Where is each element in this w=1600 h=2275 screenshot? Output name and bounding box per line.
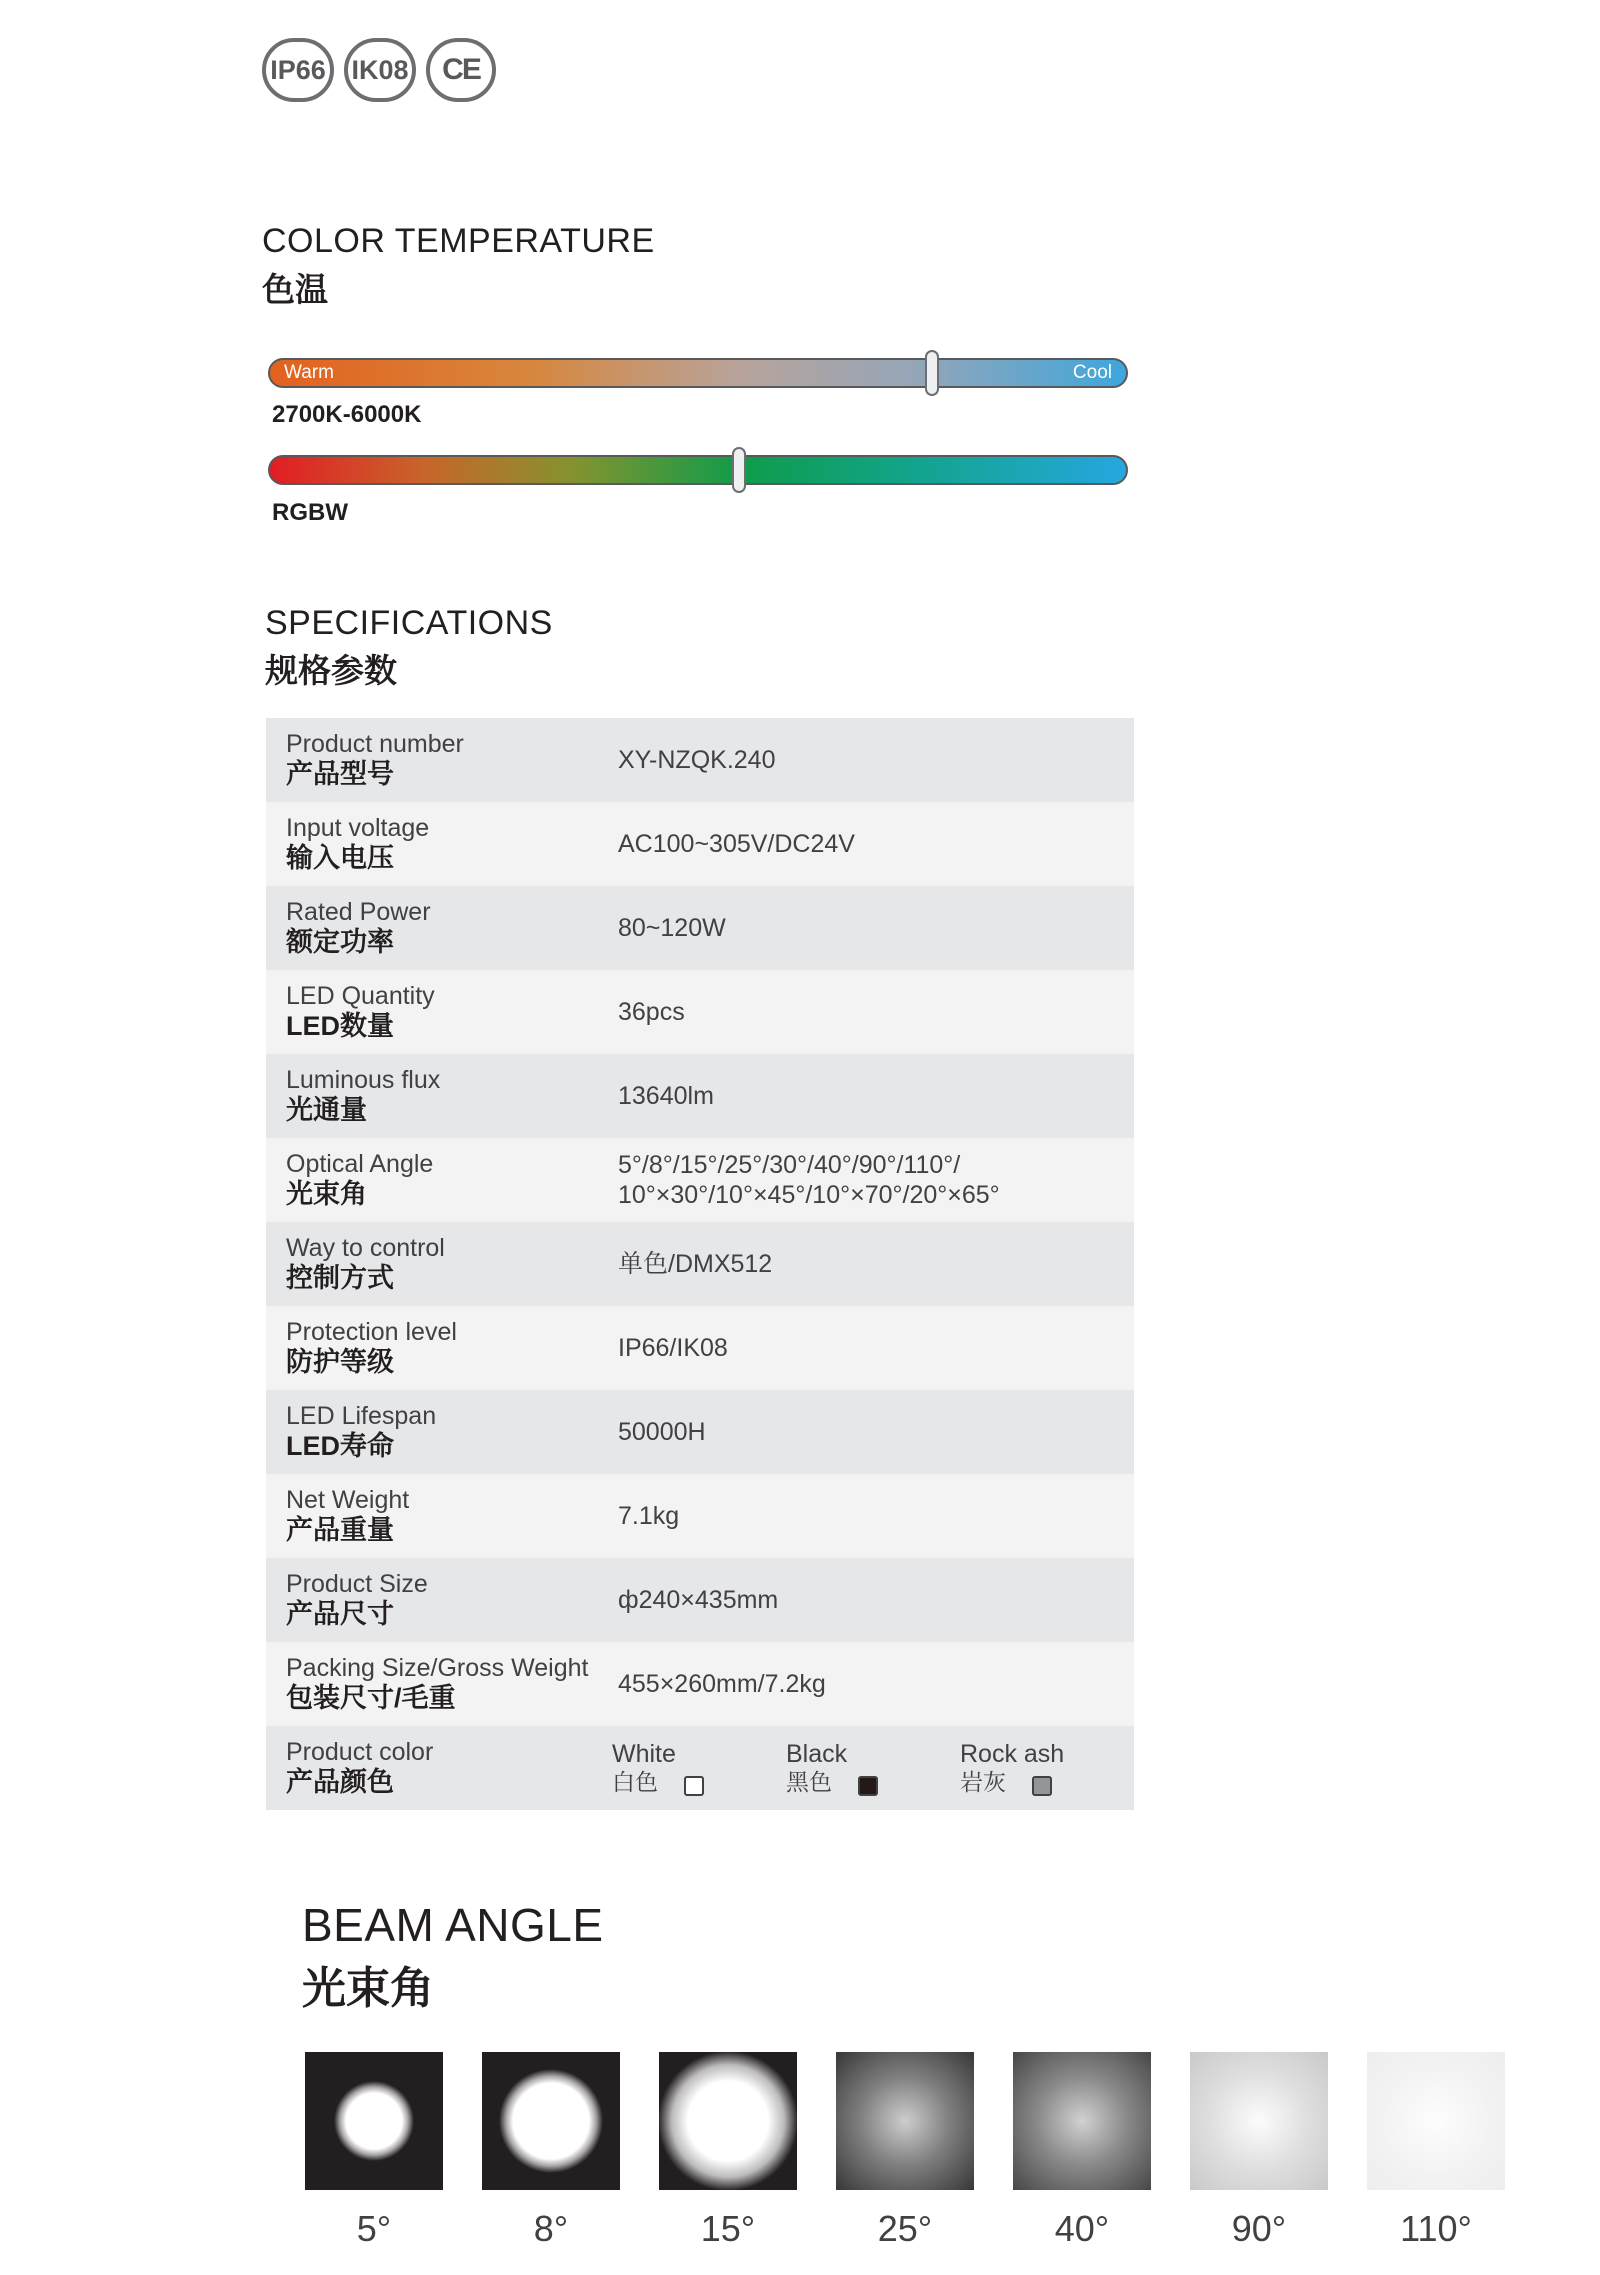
spec-label (266, 730, 618, 790)
beam-label: 5° (356, 2208, 392, 2249)
beam-label: 25° (877, 2208, 933, 2249)
color-option-black (786, 1740, 960, 1796)
color-option-cn: 白色 (612, 1768, 658, 1795)
spec-value (618, 1150, 1000, 1210)
spec-label-en: Way to control (286, 1234, 445, 1263)
specifications-table (266, 718, 1134, 1810)
spec-value: 13640lm (618, 1082, 714, 1110)
beam-110-icon (1367, 2052, 1505, 2190)
spec-label-en: LED Lifespan (286, 1402, 437, 1431)
spec-label (266, 1234, 618, 1294)
spec-label (266, 982, 618, 1042)
spec-label-cn: 控制方式 (286, 1262, 394, 1293)
ip66-badge-icon (262, 38, 334, 102)
spec-label (266, 1570, 618, 1630)
spec-label-en: Net Weight (286, 1486, 410, 1515)
beam-item (305, 2052, 443, 2250)
spec-label (266, 1066, 618, 1126)
spec-label-cn: LED数量 (286, 1010, 394, 1041)
beam-label: 110° (1400, 2208, 1472, 2249)
spec-row-input-voltage (266, 802, 1134, 886)
beam-40-icon (1013, 2052, 1151, 2190)
ce-badge-icon (426, 38, 496, 102)
beam-item (1190, 2052, 1328, 2250)
spec-label-en: Optical Angle (286, 1150, 434, 1179)
spec-row-packing-size (266, 1642, 1134, 1726)
spec-row-product-number (266, 718, 1134, 802)
rgbw-slider-handle[interactable] (732, 447, 746, 493)
beam-item (482, 2052, 620, 2250)
color-option-white (612, 1740, 786, 1796)
beam-item (1013, 2052, 1151, 2250)
spec-label-cn: 产品重量 (286, 1514, 394, 1545)
black-swatch-icon (858, 1776, 878, 1796)
spec-label-en: Protection level (286, 1318, 457, 1347)
spec-label (266, 814, 618, 874)
specifications-title-cn: 规格参数 (265, 652, 397, 689)
spec-row-protection-level (266, 1306, 1134, 1390)
color-option-en: Rock ash (960, 1740, 1065, 1769)
spec-value: 80~120W (618, 914, 726, 942)
spec-label-cn: 额定功率 (286, 926, 394, 957)
spec-label (266, 1150, 618, 1210)
rgbw-gradient-bar (268, 455, 1128, 485)
spec-row-optical-angle (266, 1138, 1134, 1222)
spec-label-cn: 包装尺寸/毛重 (286, 1682, 456, 1713)
spec-label-cn: 产品型号 (286, 758, 394, 789)
color-option-cn: 黑色 (786, 1768, 832, 1795)
spec-value: IP66/IK08 (618, 1334, 728, 1362)
cct-range-label: 2700K-6000K (272, 401, 422, 428)
beam-label: 40° (1054, 2208, 1110, 2249)
spec-row-net-weight (266, 1474, 1134, 1558)
spec-label-en: Luminous flux (286, 1066, 441, 1095)
ce-label: CE (442, 53, 480, 86)
spec-label-en: Product number (286, 730, 464, 759)
beam-angle-title-cn: 光束角 (302, 1964, 434, 2013)
rock-ash-swatch-icon (1032, 1776, 1052, 1796)
spec-row-product-color (266, 1726, 1134, 1810)
spec-label (266, 1402, 618, 1462)
ik08-label: IK08 (351, 54, 409, 85)
beam-15-icon (659, 2052, 797, 2190)
spec-row-rated-power (266, 886, 1134, 970)
spec-label-en: Product Size (286, 1570, 428, 1599)
spec-label-en: Product color (286, 1738, 434, 1767)
beam-label: 15° (700, 2208, 756, 2249)
specifications-title: SPECIFICATIONS (265, 604, 553, 642)
spec-value-line2: 10°×30°/10°×45°/10°×70°/20°×65° (618, 1181, 1000, 1209)
spec-label-en: Rated Power (286, 898, 431, 927)
white-swatch-icon (684, 1776, 704, 1796)
spec-label (266, 1738, 612, 1798)
spec-label (266, 1654, 618, 1714)
spec-value-line1: 5°/8°/15°/25°/30°/40°/90°/110°/ (618, 1151, 961, 1179)
spec-label-cn: 防护等级 (286, 1346, 394, 1377)
beam-angle-title: BEAM ANGLE (302, 1899, 604, 1951)
spec-row-luminous-flux (266, 1054, 1134, 1138)
spec-label-cn: 光通量 (286, 1094, 367, 1125)
spec-value: 455×260mm/7.2kg (618, 1670, 826, 1698)
spec-label-cn: 输入电压 (286, 842, 394, 873)
spec-label-en: Input voltage (286, 814, 430, 843)
ik08-badge-icon (344, 38, 416, 102)
beam-item (836, 2052, 974, 2250)
cct-gradient-bar (268, 358, 1128, 388)
spec-label-cn: LED寿命 (286, 1430, 394, 1461)
color-option-rock-ash (960, 1740, 1134, 1796)
certification-badges (262, 38, 496, 102)
color-option-cn: 岩灰 (960, 1768, 1006, 1795)
rgbw-label: RGBW (272, 499, 348, 526)
spec-label-cn: 光束角 (286, 1178, 367, 1209)
spec-label-cn: 产品尺寸 (286, 1598, 394, 1629)
spec-value: ф240×435mm (618, 1586, 779, 1614)
cool-label: Cool (1072, 362, 1112, 383)
beam-8-icon (482, 2052, 620, 2190)
spec-label (266, 1486, 618, 1546)
beam-item (1367, 2052, 1505, 2250)
spec-label-cn: 产品颜色 (286, 1766, 394, 1797)
spec-row-way-to-control (266, 1222, 1134, 1306)
spec-label-en: Packing Size/Gross Weight (286, 1654, 589, 1683)
spec-row-led-lifespan (266, 1390, 1134, 1474)
beam-angle-gallery (305, 2052, 1505, 2250)
spec-row-product-size (266, 1558, 1134, 1642)
color-temperature-title: COLOR TEMPERATURE (262, 222, 655, 260)
spec-value: 单色/DMX512 (618, 1250, 773, 1278)
color-temperature-title-cn: 色温 (262, 271, 328, 308)
beam-90-icon (1190, 2052, 1328, 2190)
cct-slider-handle[interactable] (925, 350, 939, 396)
spec-value: 7.1kg (618, 1502, 680, 1530)
beam-item (659, 2052, 797, 2250)
spec-value: 50000H (618, 1418, 706, 1446)
warm-label: Warm (284, 362, 334, 383)
beam-label: 8° (533, 2208, 569, 2249)
beam-25-icon (836, 2052, 974, 2190)
spec-label-en: LED Quantity (286, 982, 435, 1011)
beam-label: 90° (1231, 2208, 1287, 2249)
spec-value: AC100~305V/DC24V (618, 830, 855, 858)
color-options (612, 1740, 1134, 1796)
color-option-en: White (612, 1740, 676, 1769)
beam-5-icon (305, 2052, 443, 2190)
spec-row-led-quantity (266, 970, 1134, 1054)
spec-label (266, 1318, 618, 1378)
spec-label (266, 898, 618, 958)
spec-value: 36pcs (618, 998, 685, 1026)
color-option-en: Black (786, 1740, 848, 1769)
spec-value: XY-NZQK.240 (618, 746, 776, 774)
ip66-label: IP66 (270, 54, 326, 85)
